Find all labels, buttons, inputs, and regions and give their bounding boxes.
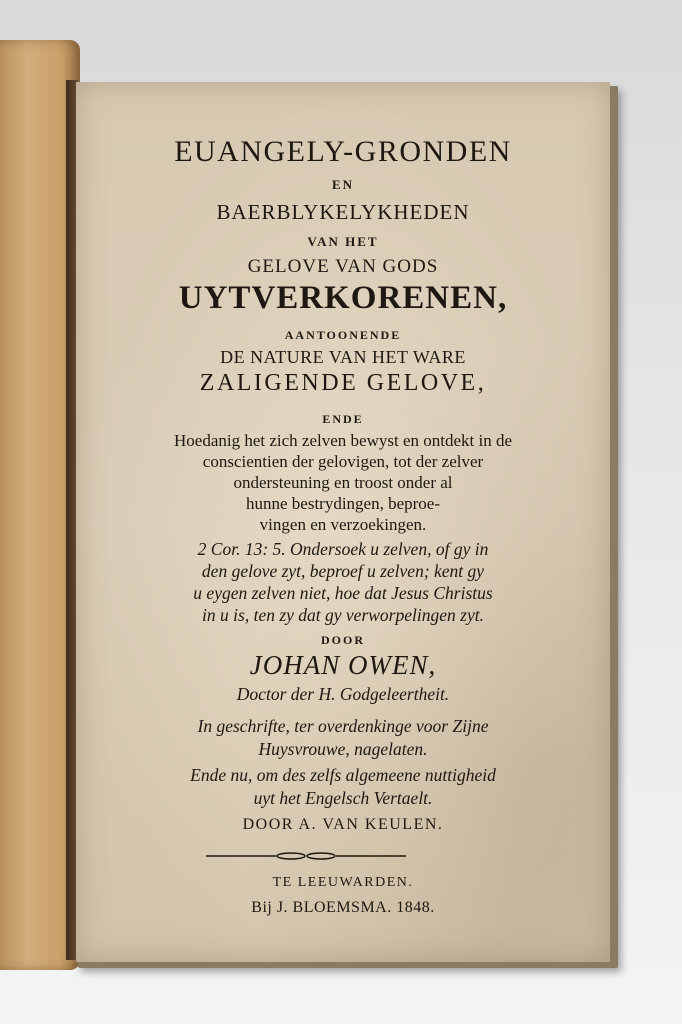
note-line: In geschrifte, ter overdenkinge voor Zijne — [197, 716, 489, 736]
title-second: BAERBLYKELYKHEDEN — [216, 200, 470, 224]
note-line: uyt het Engelsch Vertaelt. — [253, 788, 433, 808]
scripture-quote-line: den gelove zyt, beproef u zelven; kent gy — [201, 561, 485, 581]
title-main: EUANGELY-GRONDEN — [174, 135, 512, 168]
scripture-quote-line: in u is, ten zy dat gy verworpelingen zyt. — [202, 605, 484, 625]
scripture-quote-line: 2 Cor. 13: 5. Ondersoek u zelven, of gy in — [197, 539, 489, 559]
title-conjunction: EN — [331, 177, 355, 192]
imprint-publisher: Bij J. BLOEMSMA. 1848. — [251, 899, 435, 916]
note-line: Ende nu, om des zelfs algemeene nuttigheid — [190, 765, 496, 785]
ornamental-rule — [206, 852, 406, 860]
body-line: ondersteuning en troost onder al — [233, 473, 453, 492]
author-title: Doctor der H. Godgeleertheit. — [236, 684, 450, 704]
door-label: DOOR — [321, 633, 365, 647]
title-ende: ENDE — [322, 412, 364, 426]
title-gelove: GELOVE VAN GODS — [247, 256, 439, 277]
title-uytverkorenen: UYTVERKORENEN, — [178, 280, 508, 316]
body-line: hunne bestrydingen, beproe- — [245, 494, 441, 513]
body-line: Hoedanig het zich zelven bewyst en ontdekt in de — [174, 431, 512, 450]
scripture-quote-line: u eygen zelven niet, hoe dat Jesus Christus — [193, 583, 493, 603]
title-aantoonende: AANTOONENDE — [284, 328, 402, 342]
author-name: JOHAN OWEN, — [249, 650, 437, 680]
note-line: Huysvrouwe, nagelaten. — [258, 739, 428, 759]
title-van-het: VAN HET — [307, 234, 379, 249]
imprint-place: TE LEEUWARDEN. — [272, 875, 414, 890]
translator-line: DOOR A. VAN KEULEN. — [242, 816, 444, 833]
title-nature: DE NATURE VAN HET WARE — [220, 347, 466, 367]
title-page — [76, 82, 610, 962]
title-zaligende: ZALIGENDE GELOVE, — [199, 370, 487, 396]
body-line: vingen en verzoekingen. — [259, 515, 427, 534]
body-line: conscientien der gelovigen, tot der zelver — [202, 452, 484, 471]
